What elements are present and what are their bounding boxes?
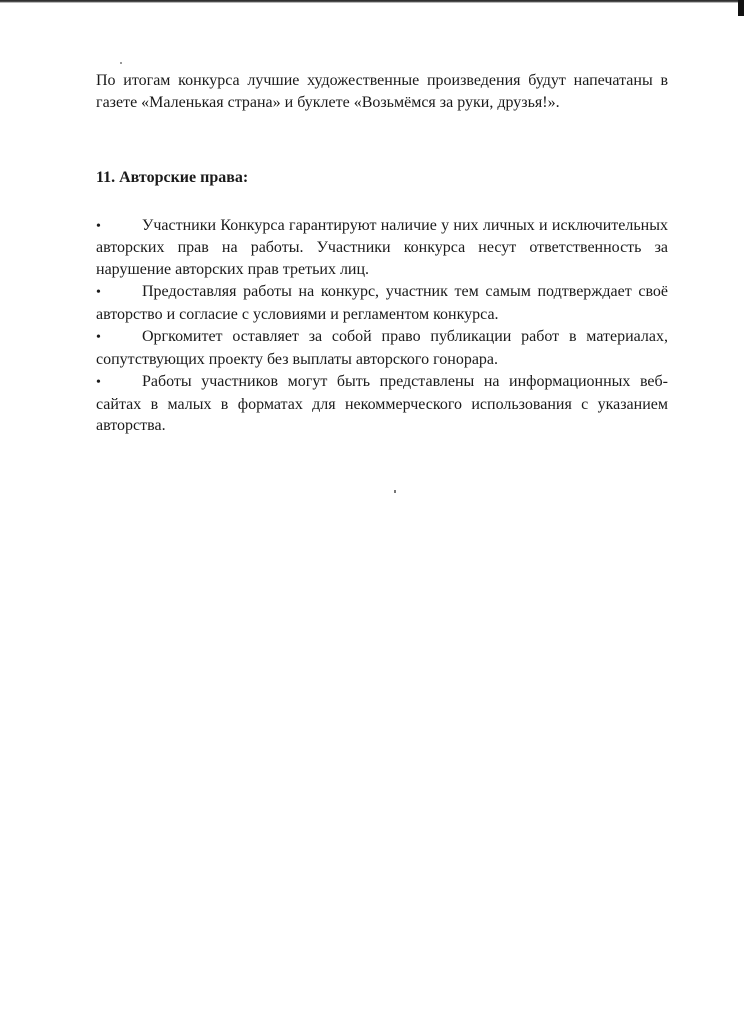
bullet-icon: • xyxy=(96,330,101,345)
intro-paragraph: По итогам конкурса лучшие художественные произведения будут напечатаны в газете «Маленькая страна» и буклете «Возьмёмся за руки, друзья!». xyxy=(96,72,668,111)
section-heading: 11. Авторские права: xyxy=(96,169,249,186)
list-item xyxy=(96,281,668,325)
list-item xyxy=(96,326,668,370)
list-item xyxy=(96,371,668,437)
list-item-text: Оргкомитет оставляет за собой право публикации работ в материалах, сопутствующих проекту без выплаты авторского гонорара. xyxy=(96,328,668,368)
list-item xyxy=(96,215,668,281)
scan-speck xyxy=(120,62,122,64)
document-page xyxy=(96,70,668,438)
bullet-icon: • xyxy=(96,218,101,234)
scan-edge-top xyxy=(0,0,744,3)
bullet-icon: • xyxy=(96,285,101,300)
list-item-text: Участники Конкурса гарантируют наличие у них личных и исключительных авторских прав на работы. Участники конкурса несут ответственность за нарушение авторских прав третьих лиц. xyxy=(96,216,668,278)
scan-edge-right xyxy=(738,0,744,16)
bullet-icon: • xyxy=(96,375,101,390)
rights-list xyxy=(96,215,668,437)
scan-speck xyxy=(394,490,396,493)
list-item-text: Предоставляя работы на конкурс, участник тем самым подтверждает своё авторство и согласие с условиями и регламентом конкурса. xyxy=(96,283,668,323)
list-item-text: Работы участников могут быть представлены на информационных веб-сайтах в малых в форматах для некоммерческого использования с указанием авторства. xyxy=(96,373,668,434)
